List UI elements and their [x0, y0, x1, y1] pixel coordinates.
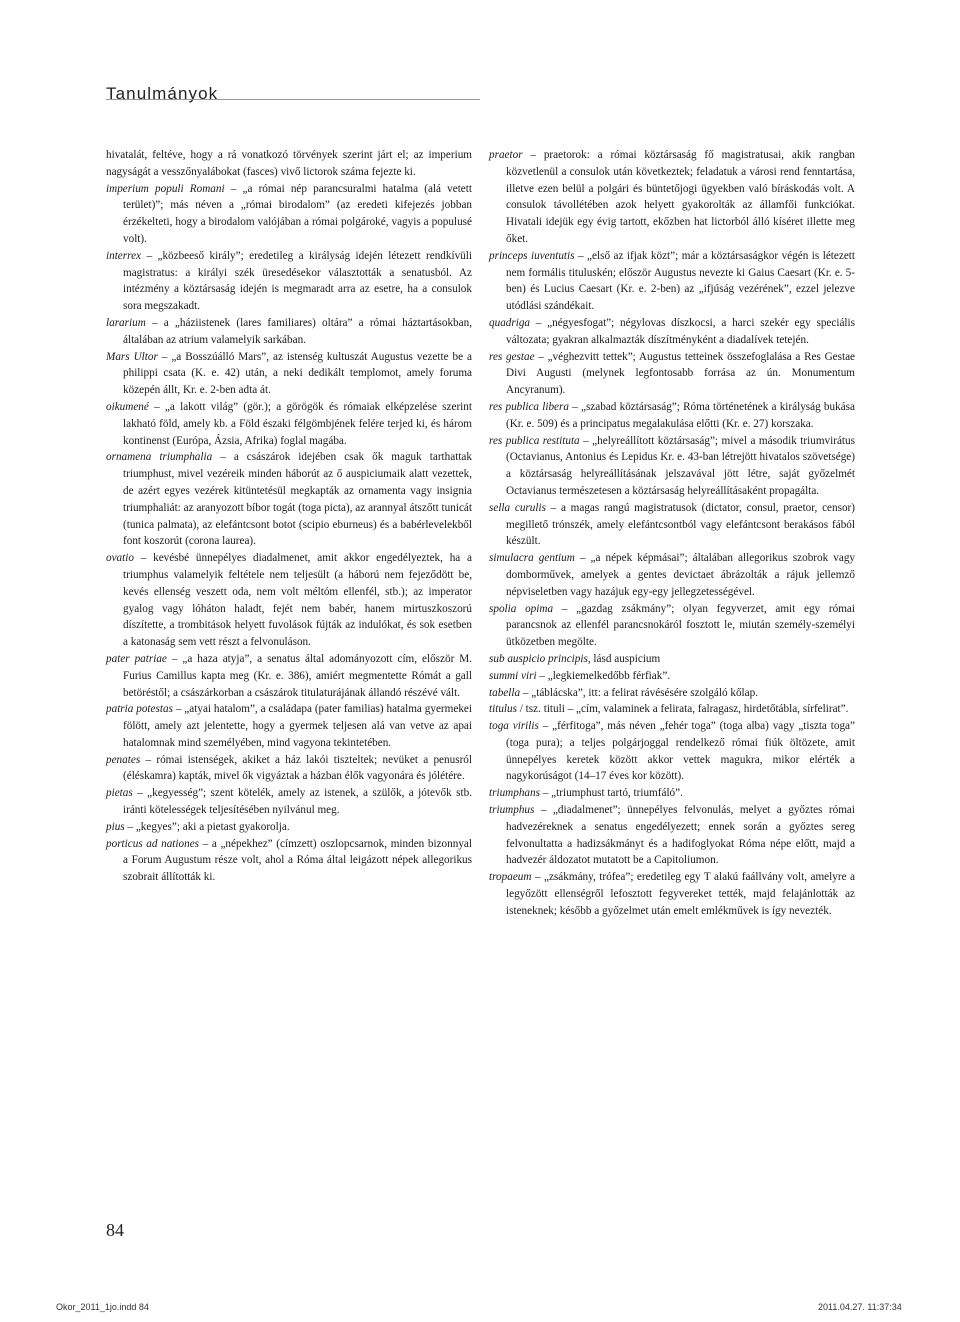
glossary-entry: [106, 315, 472, 349]
glossary-entry: [489, 651, 855, 668]
glossary-entry: [489, 718, 855, 785]
glossary-definition: – „kegyesség”; szent kötelék, amely az istenek, a szülők, a jótevők stb. iránti kötelességek teljesítésében nyilvánul meg.: [123, 787, 472, 817]
glossary-term: triumphans: [489, 787, 540, 800]
glossary-entry: [489, 500, 855, 550]
glossary-definition: – „véghezvitt tettek”; Augustus tetteinek összefoglalása a Res Gestae Divi Augusti (melynek legfontosabb forrása az ún. Monumentum Ancyranum).: [506, 350, 856, 397]
glossary-entry: [489, 601, 855, 651]
footer-file: Okor_2011_1jo.indd 84: [56, 1302, 149, 1312]
glossary-entry: [489, 147, 855, 248]
glossary-term: lararium: [106, 316, 146, 329]
glossary-definition: – „a népek képmásai”; általában allegorikus szobrok vagy domborművek, amelyek a gentes devictaet ábrázolták a rájuk jellemző népviseletben vagy hazájuk egy-egy jellegzetességével.: [506, 552, 856, 598]
glossary-definition: – a császárok idejében csak ők maguk tarthattak triumphust, mivel vezéreik minden háborút az ő auspiciumaik alatt vezettek, de azért egyes vezérek kitüntetésül megkapták az ornamenta vagy insignia triumphaliát: az aranyozott bíbor togát (toga picta), az arannyal átszőtt tunicát (tunica palmata), az elefántcsont botot (scipio eburneus) és a babérlevelekből font koszorút (corona laurea).: [123, 451, 472, 548]
glossary-term: princeps iuventutis: [489, 249, 575, 262]
glossary-entry: [489, 869, 855, 919]
glossary-definition: , lásd auspicium: [587, 652, 661, 665]
glossary-term: sub auspicio principis: [489, 652, 588, 665]
glossary-term: res publica restituta: [489, 434, 580, 447]
glossary-definition: – „négyesfogat”; négylovas díszkocsi, a harci szekér egy speciális változata; gyakran alkalmazták díszítményként a diadalívek tetején.: [506, 316, 855, 346]
glossary-entry: [489, 399, 855, 433]
glossary-term: pius: [106, 820, 125, 833]
glossary-term: ovatio: [106, 552, 134, 565]
glossary-definition: – „táblácska”, itt: a felirat rávésésére szolgáló kőlap.: [520, 686, 759, 699]
glossary-entry: [489, 433, 855, 500]
glossary-entry: [106, 449, 472, 550]
glossary-definition: – „első az ifjak közt”; már a köztársaságkor végén is létezett nem formális tituluskén; először Augustus nevezte ki Gaius Caesart (Kr. e. 5-ben) és Lucius Caesart (Kr. e. 2-ben) az „ifjúság vezérének”, ezzel jelezve utódlási szándékait.: [506, 249, 856, 313]
glossary-entry: [106, 248, 472, 315]
title-rule: [106, 99, 480, 100]
glossary-term: penates: [106, 753, 141, 766]
glossary-definition: – „diadalmenet”; ünnepélyes felvonulás, melyet a győztes római hadvezéreknek a senatus engedélyezett; ennek során a győztes sereg felvonultatta a hadizsákmányt és a hadifoglyokat Róma népe előtt, majd a hadvezér áldozatot mutatott be a Capitoliumon.: [506, 804, 855, 867]
glossary-definition: – „a római nép parancsuralmi hatalma (alá vetett terület)”; más néven a „római birodalom” (az eredeti kifejezés jobban érzékelteti, hogy a birodalom valójában a római polgároké, vagyis a populusé volt).: [123, 182, 472, 245]
glossary-entry: [106, 181, 472, 248]
footer-timestamp: 2011.04.27. 11:37:34: [818, 1302, 902, 1312]
right-column: [489, 147, 855, 920]
glossary-definition: – „szabad köztársaság”; Róma történetének a királyság bukása (Kr. e. 509) és a principatus megalakulása előtti (Kr. e. 27) korszaka.: [506, 400, 855, 430]
glossary-definition: – „kegyes”; aki a pietast gyakorolja.: [124, 820, 290, 833]
glossary-definition: – „közbeeső király”; eredetileg a királyság idején létezett rendkívüli magistratus: a királyi szék üresedésekor választották a senatusból. Az intézmény a köztársaság idején is megmaradt arra az esetre, ha a consulok sora megszakadt.: [123, 249, 472, 313]
glossary-definition: – a „háziistenek (lares familiares) oltára” a római háztartásokban, általában az atrium valamelyik sarkában.: [123, 316, 472, 346]
glossary-definition: – „legkiemelkedőbb férfiak”.: [536, 669, 671, 682]
glossary-entry: [106, 651, 472, 701]
glossary-term: oikumené: [106, 400, 149, 413]
glossary-entry: [489, 349, 855, 399]
glossary-term: triumphus: [489, 804, 535, 817]
glossary-entry: [106, 701, 472, 751]
glossary-entry: [106, 785, 472, 819]
glossary-definition: – „a lakott világ” (gör.); a görögök és rómaiak elképzelése szerint lakható föld, amely kb. a Föld északi félgömbjének felére terjed ki, és három kontinenst (Európa, Ázsia, Afrika) foglal magába.: [123, 400, 472, 447]
glossary-definition: – „helyreállított köztársaság”; mivel a második triumvirátus (Octavianus, Antonius és Lepidus Kr. e. 43-ban létrejött hivatalos szövetsége) a köztársaság helyreállításának jelszavával jött létre, saját győzelmét Octavianus természetesen a köztársaság helyreállításaként propagálta.: [506, 434, 855, 497]
glossary-entry: [489, 550, 855, 600]
glossary-term: tropaeum: [489, 871, 532, 884]
glossary-entry: [106, 836, 472, 886]
glossary-definition: – „gazdag zsákmány”; olyan fegyverzet, amit egy római parancsnok az ellenfél parancsnokáról fosztott le, miután személy-személyi ütközetben megölte.: [506, 602, 855, 649]
glossary-entry: [489, 701, 855, 718]
glossary-term: pater patriae: [106, 652, 167, 665]
glossary-definition: – „a haza atyja”, a senatus által adományozott cím, először M. Furius Camillus kapta meg (Kr. e. 386), amiért megmentette Rómát a gall betöréstől; a császárkorban a császárok titulaturájának állandó részévé vált.: [123, 652, 472, 699]
glossary-term: interrex: [106, 249, 141, 262]
glossary-entry: [489, 785, 855, 802]
glossary-entry: [106, 349, 472, 399]
glossary-entry: [489, 315, 855, 349]
glossary-term: tabella: [489, 686, 521, 699]
glossary-entry: [106, 147, 472, 181]
glossary-entry: [106, 399, 472, 449]
glossary-term: res publica libera: [489, 400, 569, 413]
glossary-term: Mars Ultor: [106, 350, 158, 363]
glossary-term: simulacra gentium: [489, 552, 575, 565]
glossary-definition: – római istenségek, akiket a ház lakói tiszteltek; nevüket a penusról (éléskamra) kapták, mivel ők vigyáztak a házban élők vagyonára és jólétére.: [123, 753, 472, 783]
glossary-definition: – a magas rangú magistratusok (dictator, consul, praetor, censor) megillető trónszék, amely elefántcsontból vagy elefántcsont berakásos fából készült.: [506, 501, 855, 548]
glossary-definition: – „atyai hatalom”, a családapa (pater familias) hatalma gyermekei fölött, amely azt jelentette, hogy a gyermek teljesen alá van vetve az apai hatalomnak mind személyében, mind vagyona tekintetében.: [123, 703, 472, 749]
glossary-term: toga virilis: [489, 720, 539, 733]
glossary-entry: [106, 550, 472, 651]
glossary-definition: – praetorok: a római köztársaság fő magistratusai, akik rangban közvetlenül a consulok után következtek; feladatuk a városi rend fenntartása, illetve ezen belül a polgári és büntetőjogi ügyekben való bíráskodás volt. A consulok távollétében azok helyett gyakorolták az államfői funkciókat. Hivatali idejük egy évig tartott, ekőzben hat lictorból álló kíséret illette meg őket.: [506, 149, 855, 245]
glossary-term: praetor: [489, 149, 523, 161]
glossary-definition: / tsz. tituli – „cím, valaminek a felirata, falragasz, hirdetőtábla, sírfelirat”.: [516, 703, 849, 716]
glossary-definition: – „zsákmány, trófea”; eredetileg egy T alakú faállvány volt, amelyre a legyőzött ellenségről lefosztott fegyvereket tették, majd felajánlották az isteneknek; később a győzelmet után emelt emlékművek is így nevezték.: [506, 871, 855, 917]
glossary-definition: – a „népekhez” (címzett) oszlopcsarnok, minden bizonnyal a Forum Augustum része volt, ahol a Róma által leigázott népek allegorikus szobrait állították ki.: [123, 837, 472, 884]
glossary-term: pietas: [106, 787, 133, 800]
glossary-definition: – „férfitoga”, más néven „fehér toga” (toga alba) vagy „tiszta toga” (toga pura); a teljes polgárjoggal rendelkező római fiúk öltözete, amit ünnepélyes keretek között akkor vettek magukra, mikor elérték a nagykorúságot (14–17 éves kor között).: [506, 720, 855, 783]
glossary-entry: [489, 685, 855, 702]
glossary-definition: – „triumphust tartó, triumfáló”.: [539, 787, 683, 800]
glossary-term: quadriga: [489, 316, 531, 329]
glossary-term: porticus ad nationes: [106, 837, 200, 850]
glossary-entry: [489, 802, 855, 869]
glossary-definition: – kevésbé ünnepélyes diadalmenet, amit akkor engedélyeztek, ha a triumphus valamelyik feltétele nem teljesült (a háború nem fejeződött be, kevés ellenség veszett oda, nem volt méltóm ellenfél, stb.); az imperator gyalog vagy lóháton haladt, fejét nem babér, hanem mirtuszkoszorú díszítette, a trombitások helyett fuvolások fújták az indulókat, és sok esetben a katonaság sem vett részt a felvonuláson.: [123, 552, 472, 649]
glossary-term: spolia opima: [489, 602, 554, 615]
glossary-entry: [489, 668, 855, 685]
glossary-definition: – „a Bosszúálló Mars”, az istenség kultuszát Augustus vezette be a philippi csata (K. e. 42) után, a neki dedikált templomot, amely foruma közepén állt, Kr. e. 2-ben adta át.: [123, 350, 472, 397]
glossary-term: titulus: [489, 703, 517, 716]
glossary-entry: [106, 752, 472, 786]
glossary-entry: [489, 248, 855, 315]
glossary-term: ornamena triumphalia: [106, 451, 213, 464]
left-column: [106, 147, 472, 886]
glossary-entry: [106, 819, 472, 836]
section-title: Tanulmányok: [106, 84, 219, 103]
glossary-term: imperium populi Romani: [106, 182, 225, 195]
glossary-term: patria potestas: [106, 703, 173, 716]
page-number: 84: [106, 1220, 124, 1240]
glossary-definition: hivatalát, feltéve, hogy a rá vonatkozó törvények szerint járt el; az imperium nagyságát a vesszőnyalábokat (fasces) vivő lictorok száma fejezte ki.: [106, 149, 472, 178]
glossary-term: sella curulis: [489, 501, 546, 514]
glossary-term: summi viri: [489, 669, 537, 682]
glossary-term: res gestae: [489, 350, 535, 363]
